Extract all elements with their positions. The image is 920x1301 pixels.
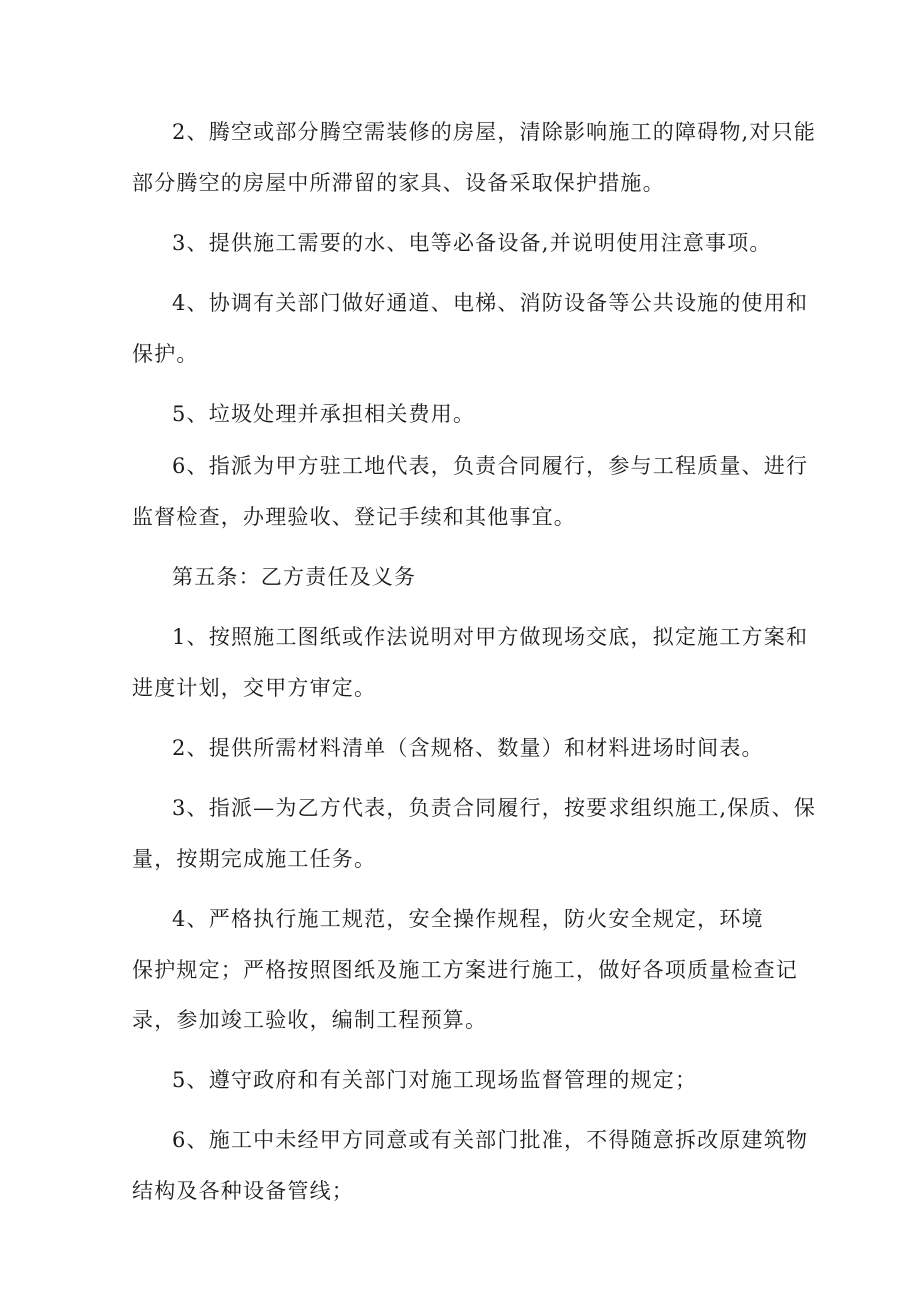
paragraph-line: 6、指派为甲方驻工地代表，负责合同履行，参与工程质量、进行 (172, 454, 809, 478)
paragraph-line: 4、协调有关部门做好通道、电梯、消防设备等公共设施的使用和 (172, 291, 809, 315)
paragraph-line: 5、遵守政府和有关部门对施工现场监督管理的规定； (172, 1068, 698, 1092)
paragraph-line: 2、提供所需材料清单（含规格、数量）和材料进场时间表。 (172, 736, 764, 760)
paragraph-line: 结构及各种设备管线； (132, 1179, 354, 1203)
paragraph-line: 录，参加竣工验收，编制工程预算。 (132, 1008, 488, 1032)
paragraph-line: 6、施工中未经甲方同意或有关部门批准，不得随意拆改原建筑物 (172, 1128, 809, 1152)
section-heading: 第五条：乙方责任及义务 (172, 565, 417, 589)
paragraph-line: 量，按期完成施工任务。 (132, 847, 377, 871)
paragraph-line: 4、严格执行施工规范，安全操作规程，防火安全规定，环境 (172, 907, 764, 931)
paragraph-line: 保护。 (132, 342, 199, 366)
paragraph-line: 部分腾空的房屋中所滞留的家具、设备采取保护措施。 (132, 171, 665, 195)
paragraph-line: 监督检查，办理验收、登记手续和其他事宜。 (132, 505, 576, 529)
paragraph-line: 1、按照施工图纸或作法说明对甲方做现场交底，拟定施工方案和 (172, 625, 809, 649)
paragraph-line: 3、指派—为乙方代表，负责合同履行，按要求组织施工,保质、保 (172, 796, 817, 820)
paragraph-line: 2、腾空或部分腾空需装修的房屋，清除影响施工的障碍物,对只能 (172, 120, 817, 144)
paragraph-line: 3、提供施工需要的水、电等必备设备,并说明使用注意事项。 (172, 231, 772, 255)
paragraph-line: 进度计划，交甲方审定。 (132, 676, 377, 700)
paragraph-line: 5、垃圾处理并承担相关费用。 (172, 402, 476, 426)
paragraph-line: 保护规定；严格按照图纸及施工方案进行施工，做好各项质量检查记 (132, 958, 798, 982)
